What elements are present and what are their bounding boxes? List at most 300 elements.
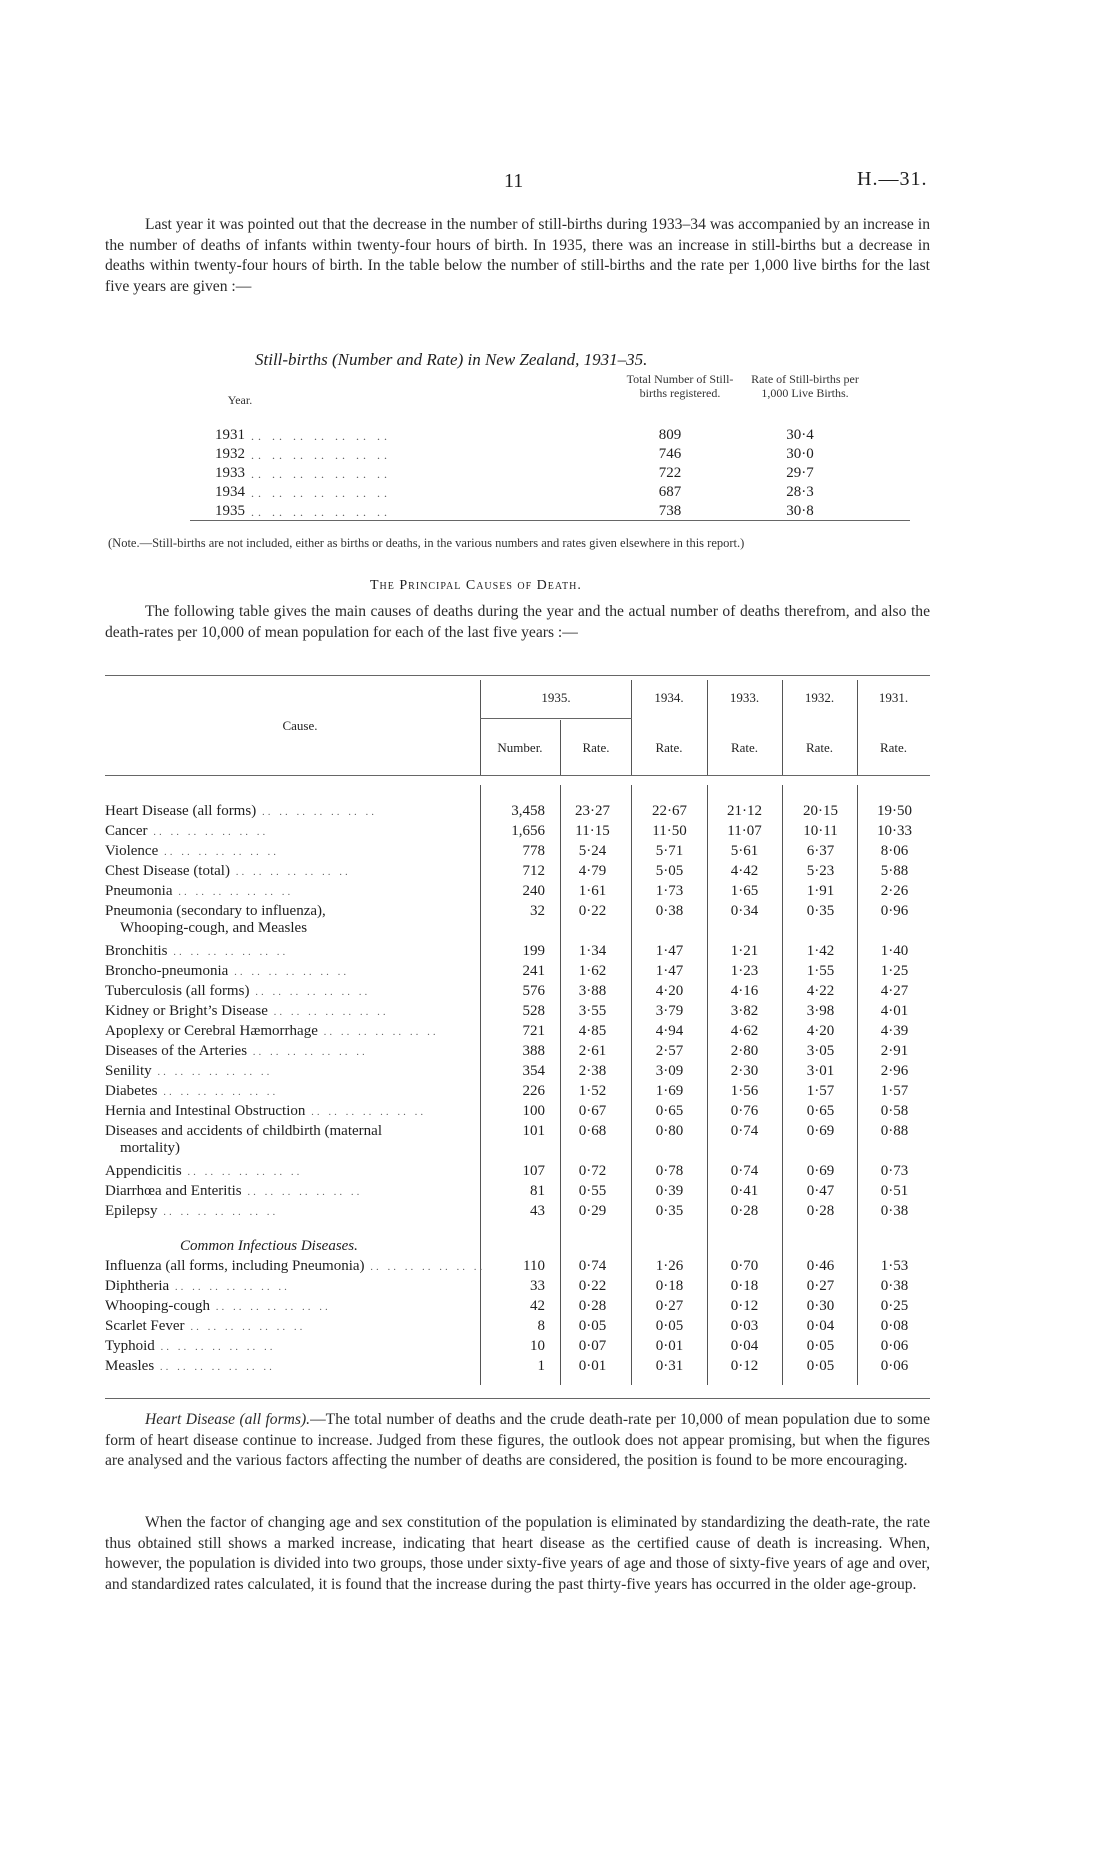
cause-label: [105, 1278, 470, 1296]
cause-text: Heart Disease (all forms): [105, 803, 257, 819]
dot-leader: .. .. .. .. .. .. ..: [317, 1026, 439, 1038]
stillbirths-rate: 30·4: [786, 427, 814, 443]
cell-rate-1933: 0·41: [730, 1183, 759, 1199]
cell-rate-1934: 5·71: [655, 843, 684, 859]
cause-row: [105, 863, 935, 880]
cell-rate-1933: 21·12: [727, 803, 762, 819]
document-code: H.—31.: [857, 168, 928, 190]
cell-rate-1933: 1·21: [730, 943, 759, 959]
cell-rate-1934: 1·26: [655, 1258, 684, 1274]
cell-rate-1932: 0·05: [806, 1358, 835, 1374]
cell-rate-1932: 0·04: [806, 1318, 835, 1334]
cell-rate-1934: 0·27: [655, 1298, 684, 1314]
col-rate-1934-header: Rate.: [655, 740, 683, 755]
cause-label: [105, 803, 470, 821]
cell-rate-1931: 0·73: [880, 1163, 909, 1179]
cell-rate-1935: 1·62: [578, 963, 607, 979]
cell-rate-1933: 0·18: [730, 1278, 759, 1294]
cell-rate-1931: 2·26: [880, 883, 909, 899]
cause-label: [105, 1338, 470, 1356]
cell-rate-1935: 2·38: [578, 1063, 607, 1079]
cell-rate-1931: 0·38: [880, 1203, 909, 1219]
cell-rate-1935: 0·29: [578, 1203, 607, 1219]
cause-row: [105, 803, 935, 820]
cause-continuation: mortality): [120, 1140, 180, 1156]
table-top-rule: [105, 675, 930, 676]
cell-rate-1932: 0·69: [806, 1163, 835, 1179]
heart-disease-paragraph: [105, 1410, 930, 1472]
causes-intro-paragraph: The following table gives the main causes of deaths during the year and the actual number of deaths therefrom, and also the death-rates per 10,000 of mean population for each of the last five years :—: [105, 603, 930, 641]
cell-rate-1933: 0·03: [730, 1318, 759, 1334]
cause-row: [105, 1063, 935, 1080]
cell-number: 241: [522, 963, 545, 979]
cell-rate-1932: 0·46: [806, 1258, 835, 1274]
cause-text: Pneumonia (secondary to influenza),: [105, 903, 326, 919]
col-rate-1935-header: Rate.: [582, 740, 610, 755]
dot-leader: .. .. .. .. .. .. ..: [157, 1086, 279, 1098]
cell-rate-1932: 0·69: [806, 1123, 835, 1139]
dot-leader: .. .. .. .. .. .. ..: [154, 1361, 275, 1373]
cell-number: 226: [522, 1083, 545, 1099]
cause-label: [105, 1063, 470, 1081]
cell-rate-1934: 0·38: [655, 903, 684, 919]
cause-text: Violence: [105, 843, 159, 859]
cell-number: 240: [522, 883, 545, 899]
cell-rate-1931: 4·27: [880, 983, 909, 999]
stillbirths-year: 1935: [215, 503, 245, 519]
cell-rate-1931: 0·25: [880, 1298, 909, 1314]
cell-rate-1934: 5·05: [655, 863, 684, 879]
cell-number: 81: [530, 1183, 545, 1199]
cell-number: 576: [522, 983, 545, 999]
cell-rate-1935: 1·61: [578, 883, 607, 899]
cell-rate-1932: 0·35: [806, 903, 835, 919]
cell-rate-1933: 0·70: [730, 1258, 759, 1274]
cell-number: 100: [522, 1103, 545, 1119]
cell-rate-1934: 0·05: [655, 1318, 684, 1334]
cell-rate-1935: 11·15: [575, 823, 610, 839]
cell-number: 354: [522, 1063, 545, 1079]
cause-label: [105, 1298, 470, 1316]
cell-number: 43: [530, 1203, 545, 1219]
cell-rate-1935: 1·52: [578, 1083, 607, 1099]
cell-rate-1934: 0·31: [655, 1358, 684, 1374]
cause-row: [105, 903, 935, 920]
cell-rate-1933: 5·61: [730, 843, 759, 859]
cell-rate-1932: 1·42: [806, 943, 835, 959]
cell-rate-1932: 6·37: [806, 843, 835, 859]
cell-number: 33: [530, 1278, 545, 1294]
section-title: The Principal Causes of Death.: [370, 578, 582, 593]
cell-number: 101: [522, 1123, 545, 1139]
stillbirths-row: [215, 503, 855, 520]
cell-rate-1931: 8·06: [880, 843, 909, 859]
col-rate-1933-header: Rate.: [730, 740, 759, 755]
cause-label: [105, 943, 470, 961]
heart-disease-text: —The total number of deaths and the crude death-rate per 10,000 of mean population due to some form of heart disease continue to increase. Judged from these figures, the outlook does not appear promising, but when the figures are analysed and the various factors affecting the number of deaths are considered, the position is found to be more encouraging.: [105, 1411, 930, 1469]
col-1934-header: 1934.: [654, 690, 684, 705]
cell-rate-1934: 1·69: [655, 1083, 684, 1099]
cell-rate-1933: 0·34: [730, 903, 759, 919]
cell-rate-1932: 0·28: [806, 1203, 835, 1219]
cell-rate-1934: 11·50: [652, 823, 687, 839]
cell-rate-1935: 23·27: [575, 803, 610, 819]
cause-row: [105, 1278, 935, 1295]
stillbirths-row: [215, 427, 855, 444]
dot-leader: .. .. .. .. .. .. ..: [364, 1261, 486, 1273]
stillbirths-rate: 30·0: [786, 446, 814, 462]
cell-number: 32: [530, 903, 545, 919]
cause-row: [105, 883, 935, 900]
cause-row: [105, 1318, 935, 1335]
cell-rate-1935: 0·22: [578, 1278, 607, 1294]
cause-text: Typhoid: [105, 1338, 155, 1354]
cell-rate-1934: 0·65: [655, 1103, 684, 1119]
stillbirths-caption: Still-births (Number and Rate) in New Zealand, 1931–35.: [255, 350, 648, 369]
cause-row: [105, 843, 935, 860]
cell-rate-1935: 0·05: [578, 1318, 607, 1334]
cause-text: Kidney or Bright’s Disease: [105, 1003, 268, 1019]
cause-text: Whooping-cough: [105, 1298, 210, 1314]
cell-rate-1935: 4·79: [578, 863, 607, 879]
cause-row: [105, 1163, 935, 1180]
cause-row: [105, 1203, 935, 1220]
cell-number: 1: [537, 1358, 545, 1374]
cause-label: [105, 843, 470, 861]
cell-rate-1932: 20·15: [803, 803, 838, 819]
stillbirths-year: 1934: [215, 484, 245, 500]
dot-leader: .. .. .. .. .. .. ..: [267, 1006, 389, 1018]
cause-row: [105, 1298, 935, 1315]
dot-leader: .. .. .. .. .. .. ..: [305, 1106, 427, 1118]
stillbirths-year: 1932: [215, 446, 245, 462]
cause-text: Tuberculosis (all forms): [105, 983, 250, 999]
cause-label: [105, 1163, 470, 1181]
col-1935-header: 1935.: [541, 690, 571, 705]
cell-rate-1931: 4·39: [880, 1023, 909, 1039]
stillbirths-row: [215, 446, 855, 463]
cell-rate-1935: 0·68: [578, 1123, 607, 1139]
infectious-subheading: Common Infectious Diseases.: [180, 1238, 358, 1254]
dot-leader: .. .. .. .. .. .. ..: [249, 986, 371, 998]
cell-rate-1931: 1·25: [880, 963, 909, 979]
cause-row: [105, 1103, 935, 1120]
cell-rate-1932: 1·57: [806, 1083, 835, 1099]
cause-label: [105, 1123, 470, 1140]
dot-leader: .. .. .. .. .. .. ..: [256, 806, 377, 818]
cause-text: Apoplexy or Cerebral Hæmorrhage: [105, 1023, 318, 1039]
cause-row: [105, 1338, 935, 1355]
cause-row: [105, 963, 935, 980]
cell-rate-1932: 0·27: [806, 1278, 835, 1294]
cell-rate-1935: 0·22: [578, 903, 607, 919]
cell-rate-1934: 1·47: [655, 943, 684, 959]
cell-number: 388: [522, 1043, 545, 1059]
cell-rate-1935: 2·61: [578, 1043, 607, 1059]
cell-number: 107: [522, 1163, 545, 1179]
cell-number: 8: [537, 1318, 545, 1334]
cell-rate-1931: 1·57: [880, 1083, 909, 1099]
cause-label: [105, 1103, 470, 1121]
col-rate-1932-header: Rate.: [805, 740, 834, 755]
cell-number: 712: [522, 863, 545, 879]
dot-leader: .. .. .. .. .. .. ..: [229, 866, 351, 878]
cell-rate-1932: 3·01: [806, 1063, 835, 1079]
cell-rate-1932: 0·65: [806, 1103, 835, 1119]
cell-rate-1931: 1·40: [880, 943, 909, 959]
dot-leader: .. .. .. .. .. .. ..: [209, 1301, 331, 1313]
cell-rate-1933: 3·82: [730, 1003, 759, 1019]
col-cause-header: Cause.: [282, 718, 318, 733]
stillbirths-year: 1933: [215, 465, 245, 481]
cause-text: Scarlet Fever: [105, 1318, 185, 1334]
cause-row: [105, 1043, 935, 1060]
cause-label: [105, 1258, 486, 1276]
cause-label: [105, 963, 470, 981]
cell-rate-1932: 5·23: [806, 863, 835, 879]
cause-text: Diphtheria: [105, 1278, 170, 1294]
cause-text: Influenza (all forms, including Pneumonia): [105, 1258, 365, 1274]
cell-rate-1935: 4·85: [578, 1023, 607, 1039]
cell-rate-1934: 4·94: [655, 1023, 684, 1039]
stillbirths-row: [215, 465, 855, 482]
page-number: 11: [504, 170, 524, 192]
col-1932-header: 1932.: [804, 690, 835, 705]
dot-leader: .. .. .. .. .. .. ..: [172, 886, 294, 898]
cell-rate-1935: 0·74: [578, 1258, 607, 1274]
standardizing-paragraph: When the factor of changing age and sex constitution of the population is eliminated by standardizing the death-rate, the rate thus obtained still shows a marked increase, indicating that heart disease as the certified cause of death is increasing. When, however, the population is divided into two groups, those under sixty-five years of age and those of sixty-five years of age and over, and standardized rates calculated, it is found that the increase during the past thirty-five years has occurred in the older age-group.: [105, 1514, 930, 1593]
cause-text: Pneumonia: [105, 883, 173, 899]
stillbirths-number: 722: [658, 465, 682, 481]
cell-rate-1933: 2·80: [730, 1043, 759, 1059]
cell-rate-1932: 3·98: [806, 1003, 835, 1019]
col-rate-1931-header: Rate.: [879, 740, 908, 755]
dot-leader: .. .. .. .. .. .. ..: [251, 429, 391, 443]
intro-paragraph: Last year it was pointed out that the decrease in the number of still-births during 1933–34 was accompanied by an increase in the number of deaths of infants within twenty-four hours of birth. In 1935, there was an increase in still-births but a decrease in deaths within twenty-four hours of birth. In the table below the number of still-births and the rate per 1,000 live births for the last five years are given :—: [105, 216, 930, 295]
cell-rate-1931: 2·91: [880, 1043, 909, 1059]
cell-rate-1934: 3·79: [655, 1003, 684, 1019]
cause-label: [105, 903, 470, 920]
cause-label: [105, 1083, 470, 1101]
cell-rate-1932: 0·47: [806, 1183, 835, 1199]
dot-leader: .. .. .. .. .. .. ..: [181, 1166, 303, 1178]
stillbirths-col-rate: Rate of Still-births per 1,000 Live Births.: [751, 372, 859, 400]
cell-number: 42: [530, 1298, 545, 1314]
cell-rate-1931: 4·01: [880, 1003, 909, 1019]
cell-rate-1934: 0·39: [655, 1183, 684, 1199]
dot-leader: .. .. .. .. .. .. ..: [247, 1046, 368, 1058]
cell-rate-1932: 10·11: [803, 823, 838, 839]
cause-label: [105, 1203, 470, 1221]
cell-rate-1933: 0·28: [730, 1203, 759, 1219]
cell-rate-1934: 0·35: [655, 1203, 684, 1219]
table-bottom-rule: [105, 1398, 930, 1399]
cell-rate-1935: 5·24: [578, 843, 607, 859]
cell-rate-1935: 0·67: [578, 1103, 607, 1119]
cell-rate-1935: 3·55: [578, 1003, 607, 1019]
cell-number: 1,656: [511, 823, 545, 839]
cause-text: Diseases and accidents of childbirth (maternal: [105, 1123, 382, 1139]
cause-label: [105, 1318, 470, 1336]
cause-text: Epilepsy: [105, 1203, 158, 1219]
cause-label: [105, 1358, 470, 1376]
cell-rate-1931: 0·58: [880, 1103, 909, 1119]
cell-rate-1931: 0·06: [880, 1358, 909, 1374]
cell-number: 10: [530, 1338, 545, 1354]
cell-rate-1935: 0·28: [578, 1298, 607, 1314]
stillbirths-col-total: Total Number of Still-births registered.: [626, 372, 734, 400]
cell-number: 199: [522, 943, 545, 959]
cause-label: [105, 883, 470, 901]
cell-rate-1932: 1·55: [806, 963, 835, 979]
heart-disease-lead: Heart Disease (all forms).: [145, 1411, 311, 1428]
cell-rate-1934: 0·18: [655, 1278, 684, 1294]
cause-row: [105, 943, 935, 960]
cell-rate-1934: 0·80: [655, 1123, 684, 1139]
cell-rate-1935: 1·34: [578, 943, 607, 959]
cell-rate-1932: 3·05: [806, 1043, 835, 1059]
cell-rate-1931: 10·33: [877, 823, 912, 839]
cause-label: [105, 863, 470, 881]
stillbirths-year: 1931: [215, 427, 245, 443]
cell-rate-1933: 0·04: [730, 1338, 759, 1354]
cause-text: Senility: [105, 1063, 152, 1079]
cell-rate-1934: 1·47: [655, 963, 684, 979]
cell-rate-1933: 4·62: [730, 1023, 759, 1039]
dot-leader: .. .. .. .. .. .. ..: [169, 1281, 290, 1293]
dot-leader: .. .. .. .. .. .. ..: [228, 966, 350, 978]
cause-row: [105, 1258, 935, 1275]
cause-text: Diabetes: [105, 1083, 158, 1099]
cause-text: Cancer: [105, 823, 148, 839]
cell-rate-1934: 2·57: [655, 1043, 684, 1059]
cell-rate-1933: 0·74: [730, 1163, 759, 1179]
dot-leader: .. .. .. .. .. .. ..: [241, 1186, 363, 1198]
dot-leader: .. .. .. .. .. .. ..: [151, 1066, 273, 1078]
cause-label: [105, 823, 470, 841]
cause-label: [105, 983, 470, 1001]
stillbirths-col-year: Year.: [227, 393, 253, 407]
cell-rate-1935: 0·01: [578, 1358, 607, 1374]
stillbirths-rule: [190, 520, 910, 521]
cell-rate-1931: 5·88: [880, 863, 909, 879]
cause-row: [105, 1358, 935, 1375]
col-1931-header: 1931.: [878, 690, 909, 705]
cause-text: Chest Disease (total): [105, 863, 230, 879]
cell-rate-1935: 0·72: [578, 1163, 607, 1179]
cell-rate-1931: 1·53: [880, 1258, 909, 1274]
stillbirths-row: [215, 484, 855, 501]
cause-label: [105, 1043, 470, 1061]
dot-leader: .. .. .. .. .. .. ..: [251, 486, 391, 500]
cause-text: Appendicitis: [105, 1163, 182, 1179]
cause-text: Measles: [105, 1358, 155, 1374]
dot-leader: .. .. .. .. .. .. ..: [147, 826, 269, 838]
cell-rate-1935: 0·55: [578, 1183, 607, 1199]
table-1935-subrule: [480, 718, 632, 719]
cause-continuation: Whooping-cough, and Measles: [120, 920, 308, 936]
dot-leader: .. .. .. .. .. .. ..: [184, 1321, 306, 1333]
cell-rate-1931: 0·08: [880, 1318, 909, 1334]
cell-number: 3,458: [511, 803, 545, 819]
cause-label: [105, 1003, 470, 1021]
cell-rate-1932: 4·22: [806, 983, 835, 999]
cell-rate-1931: 0·96: [880, 903, 909, 919]
cell-number: 778: [522, 843, 545, 859]
cell-rate-1934: 0·78: [655, 1163, 684, 1179]
cell-rate-1933: 0·76: [730, 1103, 759, 1119]
cause-text: Diarrhœa and Enteritis: [105, 1183, 242, 1199]
dot-leader: .. .. .. .. .. .. ..: [251, 467, 391, 481]
col-number-header: Number.: [497, 740, 543, 755]
cell-rate-1933: 0·12: [730, 1298, 759, 1314]
stillbirths-rate: 28·3: [786, 484, 814, 500]
cell-rate-1933: 1·56: [730, 1083, 759, 1099]
cell-number: 110: [523, 1258, 545, 1274]
cause-row: [105, 823, 935, 840]
cause-text: Broncho-pneumonia: [105, 963, 229, 979]
cell-rate-1932: 1·91: [806, 883, 835, 899]
stillbirths-number: 687: [658, 484, 682, 500]
cell-rate-1934: 22·67: [652, 803, 687, 819]
cause-text: Diseases of the Arteries: [105, 1043, 248, 1059]
cause-text: Bronchitis: [105, 943, 168, 959]
cell-rate-1934: 0·01: [655, 1338, 684, 1354]
cell-rate-1934: 3·09: [655, 1063, 684, 1079]
cell-rate-1933: 1·23: [730, 963, 759, 979]
stillbirths-number: 809: [658, 427, 682, 443]
dot-leader: .. .. .. .. .. .. ..: [251, 448, 391, 462]
stillbirths-rate: 30·8: [786, 503, 814, 519]
dot-leader: .. .. .. .. .. .. ..: [154, 1341, 276, 1353]
table-header-rule: [105, 775, 930, 776]
cause-row: [105, 1083, 935, 1100]
cause-label: [105, 1023, 470, 1041]
cause-row: [105, 1023, 935, 1040]
cell-rate-1933: 4·16: [730, 983, 759, 999]
cell-rate-1933: 1·65: [730, 883, 759, 899]
cell-rate-1932: 0·05: [806, 1338, 835, 1354]
dot-leader: .. .. .. .. .. .. ..: [157, 1206, 279, 1218]
cell-rate-1934: 1·73: [655, 883, 684, 899]
stillbirths-number: 738: [658, 503, 682, 519]
cell-rate-1935: 0·07: [578, 1338, 607, 1354]
cell-rate-1933: 2·30: [730, 1063, 759, 1079]
cell-rate-1933: 11·07: [727, 823, 762, 839]
cell-rate-1932: 4·20: [806, 1023, 835, 1039]
cause-text: Hernia and Intestinal Obstruction: [105, 1103, 306, 1119]
cell-rate-1931: 2·96: [880, 1063, 909, 1079]
cell-number: 721: [522, 1023, 545, 1039]
cell-rate-1931: 0·51: [880, 1183, 909, 1199]
cell-rate-1931: 19·50: [877, 803, 912, 819]
cell-rate-1931: 0·88: [880, 1123, 909, 1139]
dot-leader: .. .. .. .. .. .. ..: [251, 505, 391, 519]
cell-rate-1932: 0·30: [806, 1298, 835, 1314]
cell-rate-1931: 0·06: [880, 1338, 909, 1354]
cell-rate-1935: 3·88: [578, 983, 607, 999]
dot-leader: .. .. .. .. .. .. ..: [167, 946, 289, 958]
cause-label: [105, 1183, 470, 1201]
dot-leader: .. .. .. .. .. .. ..: [158, 846, 279, 858]
cause-row: [105, 1003, 935, 1020]
cell-rate-1931: 0·38: [880, 1278, 909, 1294]
cause-row: [105, 1123, 935, 1140]
stillbirths-note: (Note.—Still-births are not included, either as births or deaths, in the various numbers and rates given elsewhere in this report.): [108, 536, 745, 550]
cell-rate-1934: 4·20: [655, 983, 684, 999]
stillbirths-number: 746: [658, 446, 682, 462]
cell-rate-1933: 0·12: [730, 1358, 759, 1374]
